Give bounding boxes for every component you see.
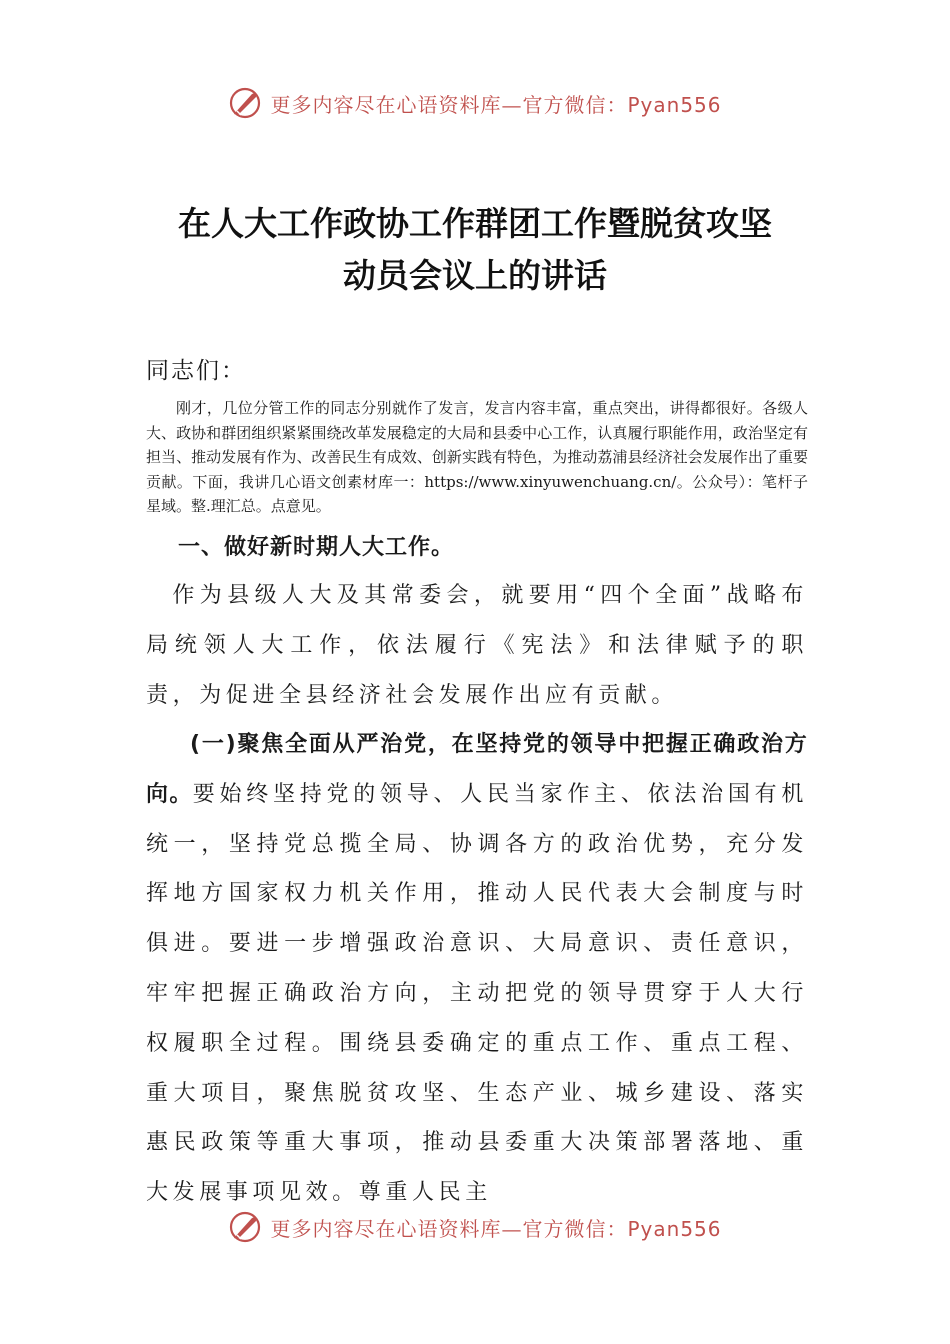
- section-1-paragraph: 作为县级人大及其常委会，就要用“四个全面”战略布局统领人大工作，依法履行《宪法》和法律赋予的职责，为促进全县经济社会发展作出应有贡献。: [146, 583, 808, 708]
- subsection-1-lead: (一)聚焦全面从严治党，在坚持党的领导中把握正确政治方向。: [146, 732, 808, 807]
- banner-brand: 更多内容尽在心语资料库: [270, 92, 502, 117]
- subsection-1-body: 要始终坚持党的领导、人民当家作主、依法治国有机统一，坚持党总揽全局、协调各方的政治优势，充分发挥地方国家权力机关作用，推动人民代表大会制度与时俱进。要进一步增强政治意识、大局意识、责任意识，牢牢把握正确政治方向，主动把党的领导贯穿于人大行权履职全过程。围绕县委确定的重点工作、重点工程、重大项目，聚焦脱贫攻坚、生态产业、城乡建设、落实惠民政策等重大事项，推动县委重大决策部署落地、重大发展事项见效。尊重人民主: [146, 781, 808, 1206]
- section-heading-1: 一、做好新时期人大工作。: [178, 535, 455, 560]
- banner-dash: —: [501, 1216, 523, 1241]
- banner-dash: —: [501, 92, 523, 117]
- subsection-1-paragraph: [146, 720, 808, 1218]
- banner-handle: Pyan556: [627, 92, 722, 117]
- intro-paragraph: 刚才，几位分管工作的同志分别就作了发言，发言内容丰富，重点突出，讲得都很好。各级人大、政协和群团组织紧紧围绕改革发展稳定的大局和县委中心工作，认真履行职能作用，政治坚定有担当、推动发展有作为、改善民生有成效、创新实践有特色，为推动荔浦县经济社会发展作出了重要贡献。下面，我讲几心语文创素材库一：https://www.xinyuwenchuang.cn/。公众号）：笔杆子星域。整.理汇总。点意见。: [146, 399, 808, 515]
- header-watermark-banner: [0, 86, 950, 120]
- banner-contact: 官方微信：: [522, 1216, 628, 1241]
- title-line-2: 动员会议上的讲话: [343, 256, 607, 295]
- banner-contact: 官方微信：: [522, 92, 628, 117]
- title-line-1: 在人大工作政协工作群团工作暨脱贫攻坚: [178, 204, 772, 243]
- banner-handle: Pyan556: [627, 1216, 722, 1241]
- quill-logo-icon: [228, 86, 262, 120]
- banner-brand: 更多内容尽在心语资料库: [270, 1216, 502, 1241]
- document-title: [0, 198, 950, 302]
- banner-text: [270, 1213, 721, 1242]
- greeting: 同志们：: [146, 358, 246, 384]
- footer-watermark-banner: [0, 1210, 950, 1244]
- banner-text: [270, 89, 721, 118]
- quill-logo-icon: [228, 1210, 262, 1244]
